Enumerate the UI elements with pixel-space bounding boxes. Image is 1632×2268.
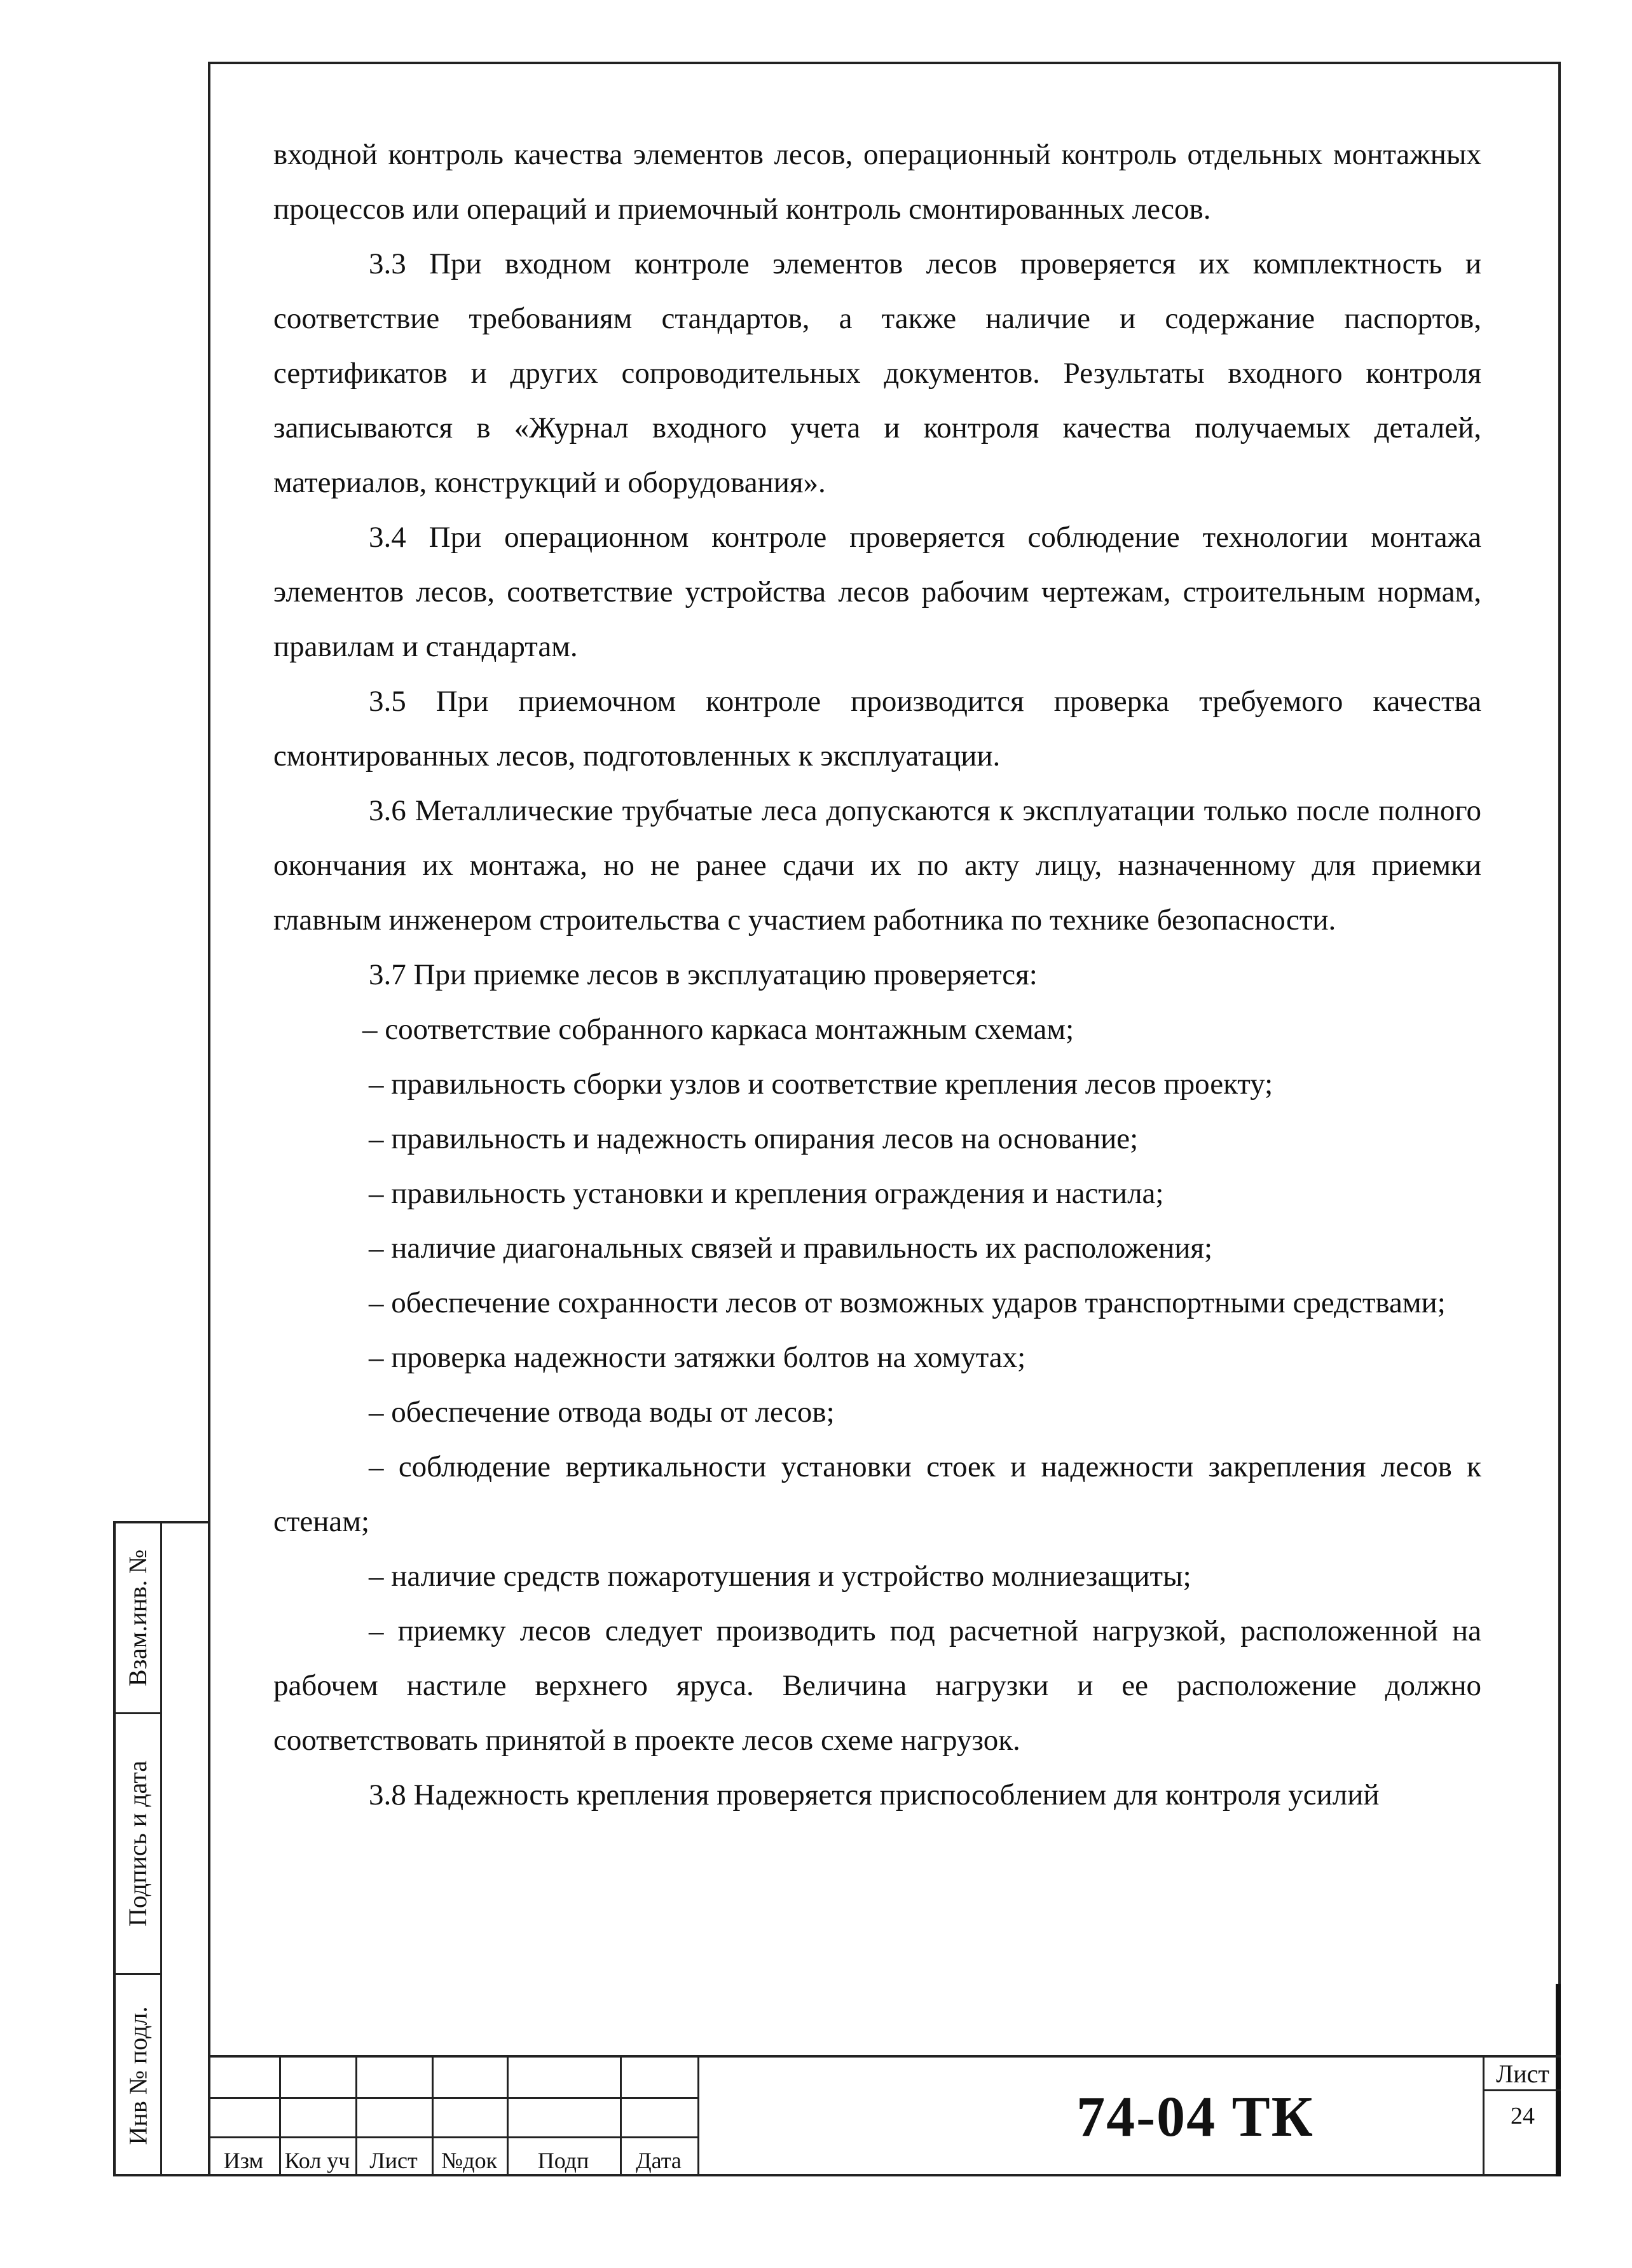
sheet-box [1483, 2058, 1561, 2176]
sheet-label: Лист [1485, 2058, 1561, 2091]
paragraph-3-6: 3.6 Металлические трубчатые леса допускаются к эксплуатации только после полного окончания их монтажа, но не ранее сдачи их по акту лицу, назначенному для приемки главным инженером строительства с участием работника по технике безопасности. [273, 794, 1481, 937]
paragraph-3-3: 3.3 При входном контроле элементов лесов проверяется их комплектность и соответствие требованиям стандартов, а также наличие и содержание паспортов, сертификатов и других сопроводительных документов. Результаты входного контроля записываются в «Журнал входного учета и контроля качества получаемых деталей, материалов, конструкций и оборудования». [273, 247, 1481, 499]
list-item: – обеспечение сохранности лесов от возможных ударов транспортными средствами; [369, 1286, 1446, 1319]
header-data: Дата [636, 2148, 682, 2173]
title-block-grid [208, 2058, 697, 2176]
paragraph-continued: входной контроль качества элементов лесов, операционный контроль отдельных монтажных процессов или операций и приемочный контроль смонтированных лесов. [273, 138, 1481, 226]
sheet-number: 24 [1511, 2103, 1535, 2129]
side-stamp [113, 1521, 208, 2176]
side-stamp-label-column [116, 1523, 162, 2174]
document-body [273, 127, 1481, 1822]
list-item: – правильность сборки узлов и соответствие крепления лесов проекту; [369, 1068, 1273, 1101]
document-code: 74-04 ТК [697, 2058, 1632, 2176]
list-item: – приемку лесов следует производить под расчетной нагрузкой, расположенной на рабочем настиле верхнего яруса. Величина нагрузки и ее расположение должно соответствовать принятой в проекте лесов схеме нагрузок. [273, 1614, 1481, 1757]
list-item: – соответствие собранного каркаса монтажным схемам; [362, 1013, 1074, 1046]
header-podp: Подп [537, 2148, 589, 2173]
list-item: – наличие средств пожаротушения и устройство молниезащиты; [369, 1560, 1191, 1593]
side-label-inv: Инв № подл. [123, 2006, 153, 2145]
header-izm: Изм [223, 2148, 264, 2173]
header-kol-uch: Кол уч [284, 2148, 350, 2173]
list-item: – обеспечение отвода воды от лесов; [369, 1396, 835, 1429]
side-cell-inv [116, 1975, 160, 2176]
paragraph-3-8: 3.8 Надежность крепления проверяется приспособлением для контроля усилий [369, 1778, 1380, 1811]
list-item: – проверка надежности затяжки болтов на хомутах; [369, 1341, 1026, 1374]
list-item: – правильность и надежность опирания лесов на основание; [369, 1122, 1139, 1155]
side-label-vzam: Взам.инв. № [123, 1549, 153, 1687]
side-cell-vzam [116, 1523, 160, 1714]
side-label-podpis: Подпись и дата [123, 1760, 153, 1927]
paragraph-3-5: 3.5 При приемочном контроле производится проверка требуемого качества смонтированных лесов, подготовленных к эксплуатации. [273, 685, 1481, 773]
paragraph-3-7: 3.7 При приемке лесов в эксплуатацию проверяется: [369, 958, 1038, 991]
grid-line [208, 2097, 697, 2099]
list-item: – правильность установки и крепления ограждения и настила; [369, 1177, 1164, 1210]
list-item: – соблюдение вертикальности установки стоек и надежности закрепления лесов к стенам; [273, 1450, 1481, 1538]
header-ndok: №док [441, 2148, 498, 2173]
title-block [208, 2055, 1561, 2176]
paragraph-3-4: 3.4 При операционном контроле проверяется соблюдение технологии монтажа элементов лесов, соответствие устройства лесов рабочим чертежам, строительным нормам, правилам и стандартам. [273, 521, 1481, 663]
list-item: – наличие диагональных связей и правильность их расположения; [369, 1232, 1213, 1265]
grid-line [208, 2136, 697, 2138]
side-cell-podpis [116, 1714, 160, 1975]
header-list: Лист [369, 2148, 418, 2173]
